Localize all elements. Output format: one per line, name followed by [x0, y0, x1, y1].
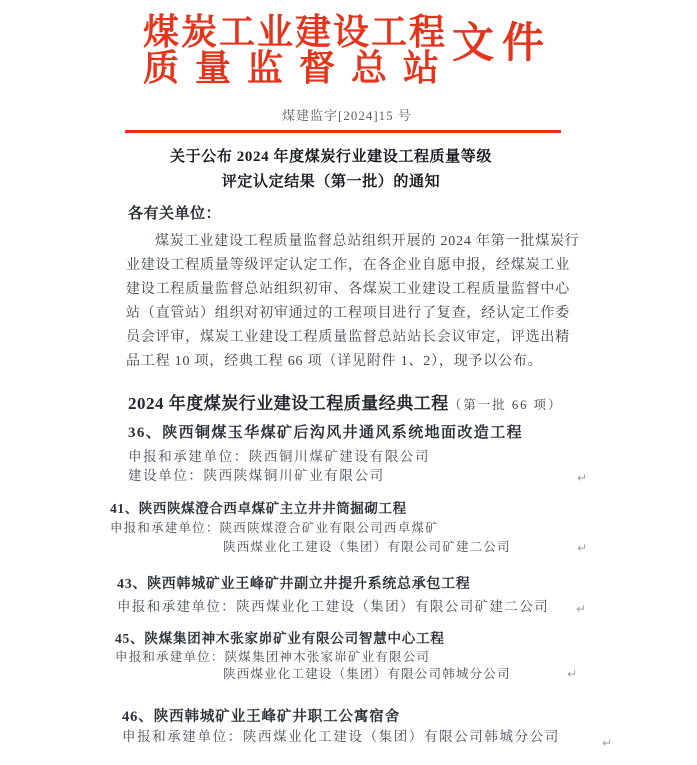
paragraph-return-icon: ↵ [567, 667, 578, 681]
notice-title-line1: 关于公布 2024 年度煤炭行业建设工程质量等级 [170, 149, 492, 165]
item-43-title: 43、陕西韩城矿业王峰矿井副立井提升系统总承包工程 [117, 577, 471, 592]
letterhead-doc-type: 文件 [452, 21, 553, 67]
item-45-unit-line: 申报和承建单位：陕煤集团神木张家峁矿业有限公司 [115, 650, 431, 664]
item-45-title: 45、陕煤集团神木张家峁矿业有限公司智慧中心工程 [115, 631, 445, 646]
paragraph-return-icon: ↵ [576, 602, 587, 616]
letterhead-org-line1: 煤炭工业建设工程 [143, 12, 448, 52]
item-46-title: 46、陕西韩城矿业王峰矿井职工公寓宿舍 [122, 709, 401, 725]
body-line: 品工程 10 项，经典工程 66 项（详见附件 1、2），现予以公布。 [126, 354, 543, 369]
item-41-unit-line: 陕西煤业化工建设（集团）有限公司矿建二公司 [223, 540, 511, 554]
item-36-title: 36、陕西铜煤玉华煤矿后沟风井通风系统地面改造工程 [128, 425, 524, 441]
item-41-unit-line: 申报和承建单位：陕西陕煤澄合矿业有限公司西卓煤矿 [110, 521, 439, 535]
item-45-unit-line: 陕西煤业化工建设（集团）有限公司韩城分公司 [223, 667, 511, 681]
red-divider-rule [125, 130, 561, 133]
letterhead-org-line2: 质量监督总站 [143, 48, 456, 88]
body-line: 员会评审，煤炭工业建设工程质量监督总站站长会议审定，评选出精 [126, 330, 570, 345]
paragraph-return-icon: ↵ [577, 541, 588, 555]
document-number: 煤建监字[2024]15 号 [282, 108, 412, 123]
notice-title-line2: 评定认定结果（第一批）的通知 [221, 174, 441, 190]
salutation: 各有关单位： [128, 206, 222, 222]
body-line: 业建设工程质量等级评定认定工作，在各企业自愿申报，经煤炭工业 [126, 258, 570, 273]
section-heading-text: 2024 年度煤炭行业建设工程质量经典工程 [128, 394, 449, 413]
body-line: 煤炭工业建设工程质量监督总站组织开展的 2024 年第一批煤炭行 [155, 234, 580, 249]
item-46-unit-line: 申报和承建单位：陕西煤业化工建设（集团）有限公司韩城分公司 [122, 729, 560, 744]
item-36-unit-line: 建设单位：陕西陕煤铜川矿业有限公司 [128, 468, 385, 483]
item-41-title: 41、陕西陕煤澄合西卓煤矿主立井井筒掘砌工程 [110, 501, 407, 516]
paragraph-return-icon: ↵ [602, 736, 613, 750]
section-heading [128, 394, 563, 414]
paragraph-return-icon: ↵ [577, 471, 588, 485]
body-line: 站（直管站）组织对初审通过的工程项目进行了复查，经认定工作委 [126, 306, 570, 321]
body-line: 建设工程质量监督总站组织初审、各煤炭工业建设工程质量监督中心 [126, 282, 570, 297]
item-43-unit-line: 申报和承建单位：陕西煤业化工建设（集团）有限公司矿建二公司 [117, 599, 550, 614]
section-heading-suffix: （第一批 66 项） [448, 398, 563, 412]
item-36-unit-line: 申报和承建单位：陕西铜川煤矿建设有限公司 [128, 449, 430, 464]
